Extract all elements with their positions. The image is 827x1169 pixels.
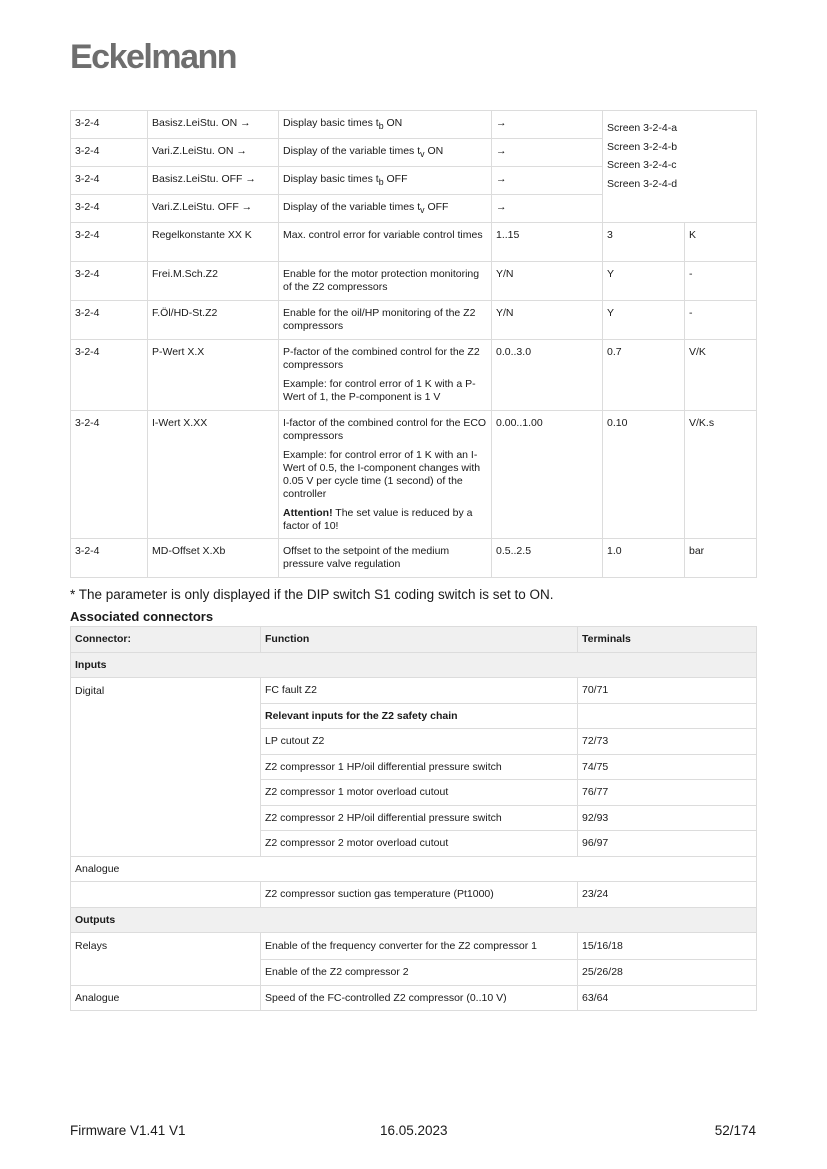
connector-terminals: 63/64 <box>578 985 757 1011</box>
footer-firmware: Firmware V1.41 V1 <box>70 1123 186 1138</box>
menu-id: 3-2-4 <box>71 411 148 539</box>
connector-label: Relays <box>71 933 261 986</box>
param-range: → <box>492 139 603 167</box>
table-row <box>71 223 757 262</box>
table-row <box>71 262 757 301</box>
column-header: Terminals <box>578 627 757 653</box>
menu-id: 3-2-4 <box>71 139 148 167</box>
connector-function: LP cutout Z2 <box>261 729 578 755</box>
param-default: 3 <box>603 223 685 262</box>
connector-function: Z2 compressor 2 HP/oil differential pressure switch <box>261 805 578 831</box>
table-row <box>71 882 757 908</box>
menu-id: 3-2-4 <box>71 539 148 578</box>
param-unit: V/K.s <box>685 411 757 539</box>
footer-page-number: 52/174 <box>714 1123 756 1138</box>
connector-label: Analogue <box>71 985 261 1011</box>
connector-function: FC fault Z2 <box>261 678 578 704</box>
param-desc-text: P-factor of the combined control for the Z2 compressors <box>283 346 480 372</box>
param-unit: - <box>685 262 757 301</box>
param-desc: Offset to the setpoint of the medium pressure valve regulation <box>279 539 492 578</box>
connector-terminals: 15/16/18 <box>578 933 757 960</box>
param-default: 1.0 <box>603 539 685 578</box>
param-example: Example: for control error of 1 K with an I-Wert of 0.5, the I-component changes with 0.05 V per cycle time (1 second) of the controller <box>283 449 481 501</box>
connector-terminals: 72/73 <box>578 729 757 755</box>
param-desc: Max. control error for variable control times <box>279 223 492 262</box>
section-title: Associated connectors <box>70 609 214 624</box>
connector-terminals: 96/97 <box>578 831 757 857</box>
connector-terminals: 76/77 <box>578 780 757 806</box>
param-name: Basisz.LeiStu. OFF → <box>148 167 279 195</box>
param-desc: Enable for the oil/HP monitoring of the Z2 compressors <box>279 301 492 340</box>
param-desc <box>279 340 492 411</box>
column-header: Function <box>261 627 578 653</box>
param-desc: Display of the variable times $t_v$ ON <box>279 139 492 167</box>
table-header-row <box>71 627 757 653</box>
param-example: Example: for control error of 1 K with a P-Wert of 1, the P-component is 1 V <box>283 378 476 404</box>
footnote: * The parameter is only displayed if the DIP switch S1 coding switch is set to ON. <box>70 587 554 602</box>
connector-label: Digital <box>71 678 261 857</box>
param-name: MD-Offset X.Xb <box>148 539 279 578</box>
menu-id: 3-2-4 <box>71 195 148 223</box>
menu-id: 3-2-4 <box>71 167 148 195</box>
menu-id: 3-2-4 <box>71 111 148 139</box>
connector-terminals: 70/71 <box>578 678 757 704</box>
param-unit: bar <box>685 539 757 578</box>
param-name: Frei.M.Sch.Z2 <box>148 262 279 301</box>
param-unit: - <box>685 301 757 340</box>
param-desc: Display basic times $t_b$ ON <box>279 111 492 139</box>
param-attention: Attention! The set value is reduced by a factor of 10! <box>283 507 473 533</box>
param-range: Y/N <box>492 301 603 340</box>
menu-id: 3-2-4 <box>71 223 148 262</box>
table-row <box>71 301 757 340</box>
menu-id: 3-2-4 <box>71 301 148 340</box>
param-range: 0.0..3.0 <box>492 340 603 411</box>
table-row <box>71 678 757 704</box>
param-range: Y/N <box>492 262 603 301</box>
param-desc-text: I-factor of the combined control for the ECO compressors <box>283 417 487 443</box>
param-desc: Display of the variable times $t_v$ OFF <box>279 195 492 223</box>
connector-function: Z2 compressor 1 HP/oil differential pressure switch <box>261 754 578 780</box>
param-name: Vari.Z.LeiStu. ON → <box>148 139 279 167</box>
param-name: P-Wert X.X <box>148 340 279 411</box>
param-unit: V/K <box>685 340 757 411</box>
connector-function: Enable of the frequency converter for the Z2 compressor 1 <box>261 933 578 960</box>
param-default: Y <box>603 262 685 301</box>
connectors-table <box>70 626 757 1011</box>
connector-label <box>71 882 261 908</box>
table-row <box>71 111 757 139</box>
param-default: 0.10 <box>603 411 685 539</box>
section-label: Inputs <box>71 652 757 678</box>
param-desc: Display basic times $t_b$ OFF <box>279 167 492 195</box>
connector-function: Speed of the FC-controlled Z2 compressor (0..10 V) <box>261 985 578 1011</box>
connector-terminals: 92/93 <box>578 805 757 831</box>
param-range: 0.00..1.00 <box>492 411 603 539</box>
param-range: → <box>492 195 603 223</box>
table-row <box>71 856 757 882</box>
param-name: Regelkonstante XX K <box>148 223 279 262</box>
table-row <box>71 340 757 411</box>
section-label: Outputs <box>71 907 757 933</box>
menu-id: 3-2-4 <box>71 262 148 301</box>
connector-terminals: 25/26/28 <box>578 960 757 986</box>
parameter-table <box>70 110 757 578</box>
table-row <box>71 985 757 1011</box>
footer-date: 16.05.2023 <box>380 1123 448 1138</box>
connector-terminals <box>578 703 757 729</box>
connector-terminals: 23/24 <box>578 882 757 908</box>
table-row <box>71 933 757 960</box>
connector-function: Z2 compressor 2 motor overload cutout <box>261 831 578 857</box>
connector-function: Enable of the Z2 compressor 2 <box>261 960 578 986</box>
connector-function: Relevant inputs for the Z2 safety chain <box>261 703 578 729</box>
param-default: Y <box>603 301 685 340</box>
param-name: Basisz.LeiStu. ON → <box>148 111 279 139</box>
param-name: F.Öl/HD-St.Z2 <box>148 301 279 340</box>
screen-ref: Screen 3-2-4-a <box>607 122 678 134</box>
screen-refs <box>603 111 757 223</box>
param-name: Vari.Z.LeiStu. OFF → <box>148 195 279 223</box>
param-name: I-Wert X.XX <box>148 411 279 539</box>
param-range: → <box>492 111 603 139</box>
connector-function: Z2 compressor 1 motor overload cutout <box>261 780 578 806</box>
company-logo: Eckelmann <box>70 38 237 76</box>
param-desc <box>279 411 492 539</box>
section-row <box>71 652 757 678</box>
table-row <box>71 411 757 539</box>
connector-terminals: 74/75 <box>578 754 757 780</box>
connector-label: Analogue <box>71 856 757 882</box>
param-range: 1..15 <box>492 223 603 262</box>
param-range: → <box>492 167 603 195</box>
section-row <box>71 907 757 933</box>
table-row <box>71 539 757 578</box>
screen-ref: Screen 3-2-4-b <box>607 140 678 153</box>
column-header: Connector: <box>71 627 261 653</box>
menu-id: 3-2-4 <box>71 340 148 411</box>
param-desc: Enable for the motor protection monitoring of the Z2 compressors <box>279 262 492 301</box>
param-default: 0.7 <box>603 340 685 411</box>
connector-function: Z2 compressor suction gas temperature (Pt1000) <box>261 882 578 908</box>
screen-ref: Screen 3-2-4-c <box>607 159 677 171</box>
param-unit: K <box>685 223 757 262</box>
screen-ref: Screen 3-2-4-d <box>607 177 678 190</box>
param-range: 0.5..2.5 <box>492 539 603 578</box>
